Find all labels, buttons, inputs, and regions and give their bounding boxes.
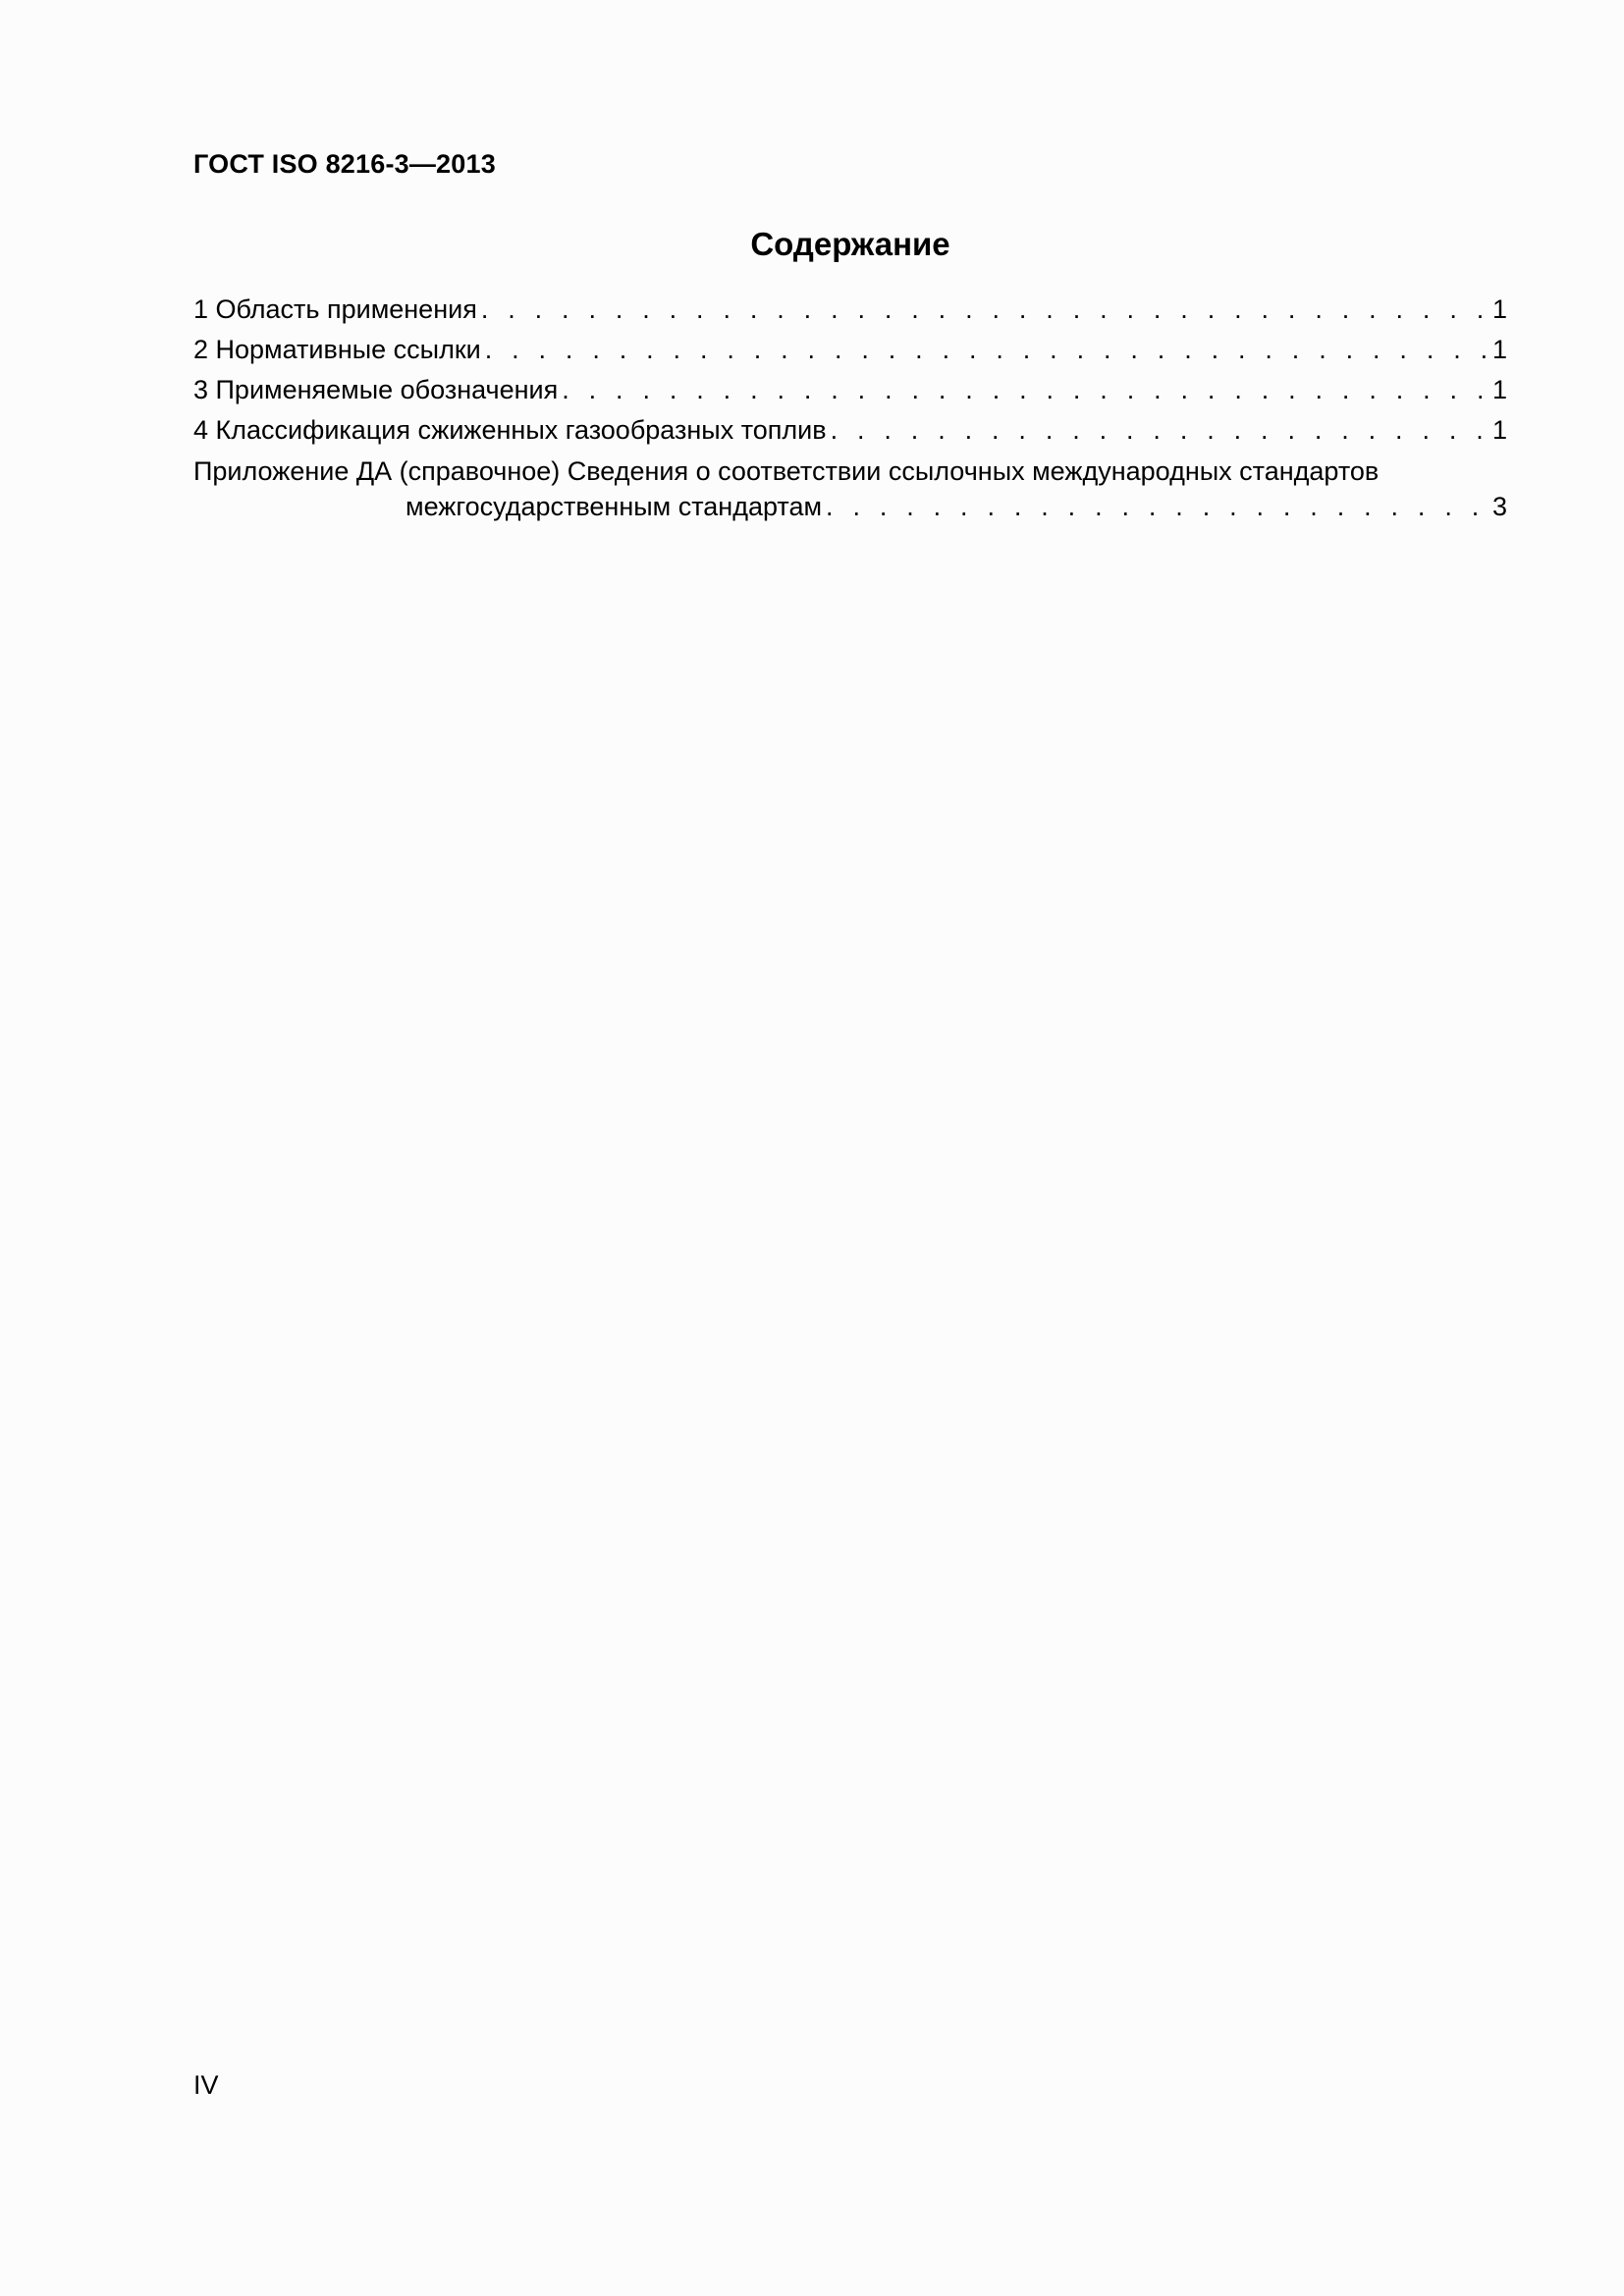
toc-dot-leader — [481, 293, 1486, 326]
toc-entry-label: 4 Классификация сжиженных газообразных топлив — [193, 415, 827, 445]
toc-entry-page: 1 — [1491, 415, 1507, 445]
toc-dot-leader — [485, 333, 1486, 366]
toc-entry-label: 1 Область применения — [193, 294, 477, 324]
table-of-contents — [193, 293, 1507, 524]
toc-entry-page: 3 — [1491, 492, 1507, 521]
toc-dot-leader — [562, 373, 1486, 406]
toc-entry-page: 1 — [1491, 294, 1507, 324]
document-code-header: ГОСТ ISO 8216-3—2013 — [193, 149, 496, 179]
toc-entry-appendix-da[interactable] — [193, 454, 1507, 524]
toc-appendix-line2: межгосударственным стандартам — [406, 492, 823, 521]
toc-title: Содержание — [750, 226, 950, 262]
page-number: IV — [193, 2070, 219, 2100]
toc-appendix-line1: Приложение ДА (справочное) Сведения о соответствии ссылочных международных стандартов — [193, 456, 1380, 486]
toc-entry-classification[interactable] — [193, 413, 1507, 447]
toc-dot-leader — [826, 489, 1486, 524]
toc-entry-label: 3 Применяемые обозначения — [193, 375, 559, 404]
toc-dot-leader — [831, 413, 1486, 447]
toc-entry-scope[interactable] — [193, 293, 1507, 326]
toc-entry-normative-references[interactable] — [193, 333, 1507, 366]
toc-entry-label: 2 Нормативные ссылки — [193, 335, 481, 364]
toc-entry-page: 1 — [1491, 335, 1507, 364]
toc-entry-page: 1 — [1491, 375, 1507, 404]
toc-entry-symbols[interactable] — [193, 373, 1507, 406]
